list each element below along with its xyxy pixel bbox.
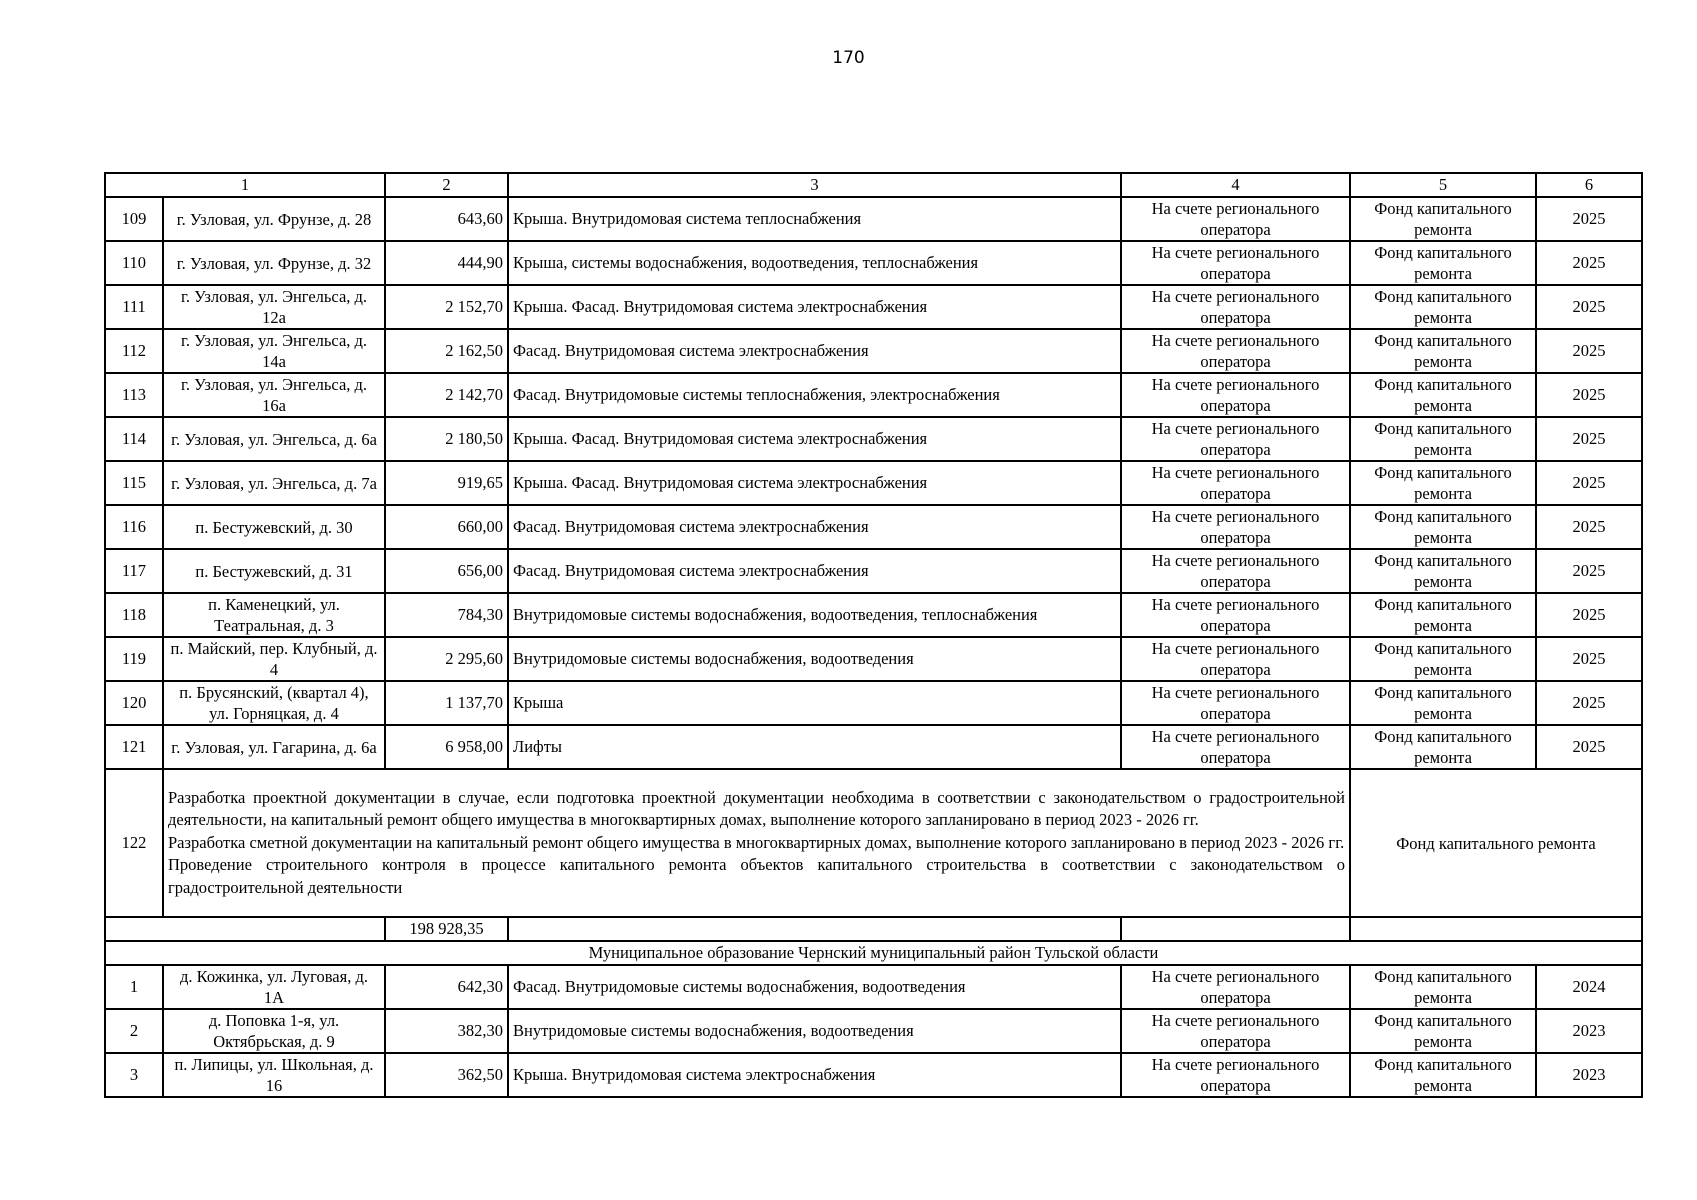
address-cell: г. Узловая, ул. Энгельса, д. 16а xyxy=(163,373,385,417)
funding-source-cell: Фонд капитального ремонта xyxy=(1350,417,1536,461)
cost-cell: 2 162,50 xyxy=(385,329,508,373)
table-row xyxy=(105,241,1642,285)
header-col-6: 6 xyxy=(1536,173,1642,197)
funding-source-cell: Фонд капитального ремонта xyxy=(1350,637,1536,681)
table-row xyxy=(105,329,1642,373)
works-cell: Крыша. Внутридомовая система электроснабжения xyxy=(508,1053,1121,1097)
note-paragraph-2: Разработка сметной документации на капитальный ремонт общего имущества в многоквартирных домах, выполнение которого запланировано в период 2023 - 2026 гг. xyxy=(168,832,1345,852)
account-cell: На счете регионального оператора xyxy=(1121,725,1350,769)
address-cell: п. Бестужевский, д. 31 xyxy=(163,549,385,593)
note-paragraph-3: Проведение строительного контроля в процессе капитального ремонта объектов капитального строительства в соответствии с законодательством о градостроительной деятельности xyxy=(168,855,1345,897)
year-cell: 2025 xyxy=(1536,417,1642,461)
cost-cell: 660,00 xyxy=(385,505,508,549)
works-cell: Крыша, системы водоснабжения, водоотведения, теплоснабжения xyxy=(508,241,1121,285)
cost-cell: 444,90 xyxy=(385,241,508,285)
account-cell: На счете регионального оператора xyxy=(1121,417,1350,461)
row-number: 1 xyxy=(105,965,163,1009)
funding-source-cell: Фонд капитального ремонта xyxy=(1350,593,1536,637)
works-cell: Внутридомовые системы водоснабжения, водоотведения xyxy=(508,637,1121,681)
account-cell: На счете регионального оператора xyxy=(1121,965,1350,1009)
works-cell: Крыша. Фасад. Внутридомовая система электроснабжения xyxy=(508,417,1121,461)
table-row xyxy=(105,197,1642,241)
cost-cell: 784,30 xyxy=(385,593,508,637)
table-row xyxy=(105,549,1642,593)
note-paragraph-1: Разработка проектной документации в случае, если подготовка проектной документации необходима в соответствии с законодательством о градостроительной деятельности, на капитальный ремонт общего имущества в многоквартирных домах, выполнение которого запланировано в период 2023 - 2026 гг. xyxy=(168,787,1345,830)
works-cell: Фасад. Внутридомовая система электроснабжения xyxy=(508,505,1121,549)
row-number: 110 xyxy=(105,241,163,285)
cost-cell: 919,65 xyxy=(385,461,508,505)
header-row xyxy=(105,173,1642,197)
year-cell: 2025 xyxy=(1536,637,1642,681)
table-row xyxy=(105,373,1642,417)
row-number: 119 xyxy=(105,637,163,681)
year-cell: 2025 xyxy=(1536,241,1642,285)
address-cell: г. Узловая, ул. Гагарина, д. 6а xyxy=(163,725,385,769)
account-cell: На счете регионального оператора xyxy=(1121,285,1350,329)
address-cell: г. Узловая, ул. Фрунзе, д. 32 xyxy=(163,241,385,285)
funding-source-cell: Фонд капитального ремонта xyxy=(1350,769,1642,917)
year-cell: 2024 xyxy=(1536,965,1642,1009)
funding-source-cell: Фонд капитального ремонта xyxy=(1350,329,1536,373)
year-cell: 2025 xyxy=(1536,725,1642,769)
row-number: 3 xyxy=(105,1053,163,1097)
cost-cell: 2 142,70 xyxy=(385,373,508,417)
year-cell: 2025 xyxy=(1536,373,1642,417)
header-col-5: 5 xyxy=(1350,173,1536,197)
table-row xyxy=(105,725,1642,769)
cost-cell: 6 958,00 xyxy=(385,725,508,769)
cost-cell: 382,30 xyxy=(385,1009,508,1053)
funding-source-cell: Фонд капитального ремонта xyxy=(1350,505,1536,549)
row-number: 121 xyxy=(105,725,163,769)
year-cell: 2023 xyxy=(1536,1053,1642,1097)
funding-source-cell: Фонд капитального ремонта xyxy=(1350,285,1536,329)
works-cell: Крыша. Внутридомовая система теплоснабжения xyxy=(508,197,1121,241)
funding-source-cell: Фонд капитального ремонта xyxy=(1350,549,1536,593)
row-number: 118 xyxy=(105,593,163,637)
account-cell: На счете регионального оператора xyxy=(1121,637,1350,681)
row-number: 115 xyxy=(105,461,163,505)
row-number: 120 xyxy=(105,681,163,725)
header-col-3: 3 xyxy=(508,173,1121,197)
cost-cell: 643,60 xyxy=(385,197,508,241)
address-cell: п. Майский, пер. Клубный, д. 4 xyxy=(163,637,385,681)
account-cell: На счете регионального оператора xyxy=(1121,373,1350,417)
cost-cell: 2 152,70 xyxy=(385,285,508,329)
row-number: 111 xyxy=(105,285,163,329)
row-number: 109 xyxy=(105,197,163,241)
account-cell: На счете регионального оператора xyxy=(1121,593,1350,637)
funding-source-cell: Фонд капитального ремонта xyxy=(1350,1053,1536,1097)
funding-source-cell: Фонд капитального ремонта xyxy=(1350,681,1536,725)
year-cell: 2023 xyxy=(1536,1009,1642,1053)
page-number: 170 xyxy=(832,48,865,68)
subtotal-row xyxy=(105,917,1642,941)
year-cell: 2025 xyxy=(1536,285,1642,329)
account-cell: На счете регионального оператора xyxy=(1121,461,1350,505)
design-documentation-text xyxy=(163,769,1350,917)
account-cell: На счете регионального оператора xyxy=(1121,505,1350,549)
funding-source-cell: Фонд капитального ремонта xyxy=(1350,241,1536,285)
year-cell: 2025 xyxy=(1536,329,1642,373)
address-cell: г. Узловая, ул. Энгельса, д. 14а xyxy=(163,329,385,373)
design-documentation-row xyxy=(105,769,1642,917)
row-number: 2 xyxy=(105,1009,163,1053)
capital-repair-table xyxy=(104,172,1643,1098)
cost-cell: 2 295,60 xyxy=(385,637,508,681)
address-cell: г. Узловая, ул. Энгельса, д. 7а xyxy=(163,461,385,505)
funding-source-cell: Фонд капитального ремонта xyxy=(1350,373,1536,417)
table-row xyxy=(105,461,1642,505)
works-cell: Крыша. Фасад. Внутридомовая система электроснабжения xyxy=(508,461,1121,505)
works-cell: Крыша. Фасад. Внутридомовая система электроснабжения xyxy=(508,285,1121,329)
works-cell: Фасад. Внутридомовые системы теплоснабжения, электроснабжения xyxy=(508,373,1121,417)
works-cell: Внутридомовые системы водоснабжения, водоотведения, теплоснабжения xyxy=(508,593,1121,637)
header-col-4: 4 xyxy=(1121,173,1350,197)
account-cell: На счете регионального оператора xyxy=(1121,329,1350,373)
row-number: 117 xyxy=(105,549,163,593)
table-row xyxy=(105,637,1642,681)
year-cell: 2025 xyxy=(1536,461,1642,505)
table-row xyxy=(105,1009,1642,1053)
section-header-row xyxy=(105,941,1642,965)
table-row xyxy=(105,285,1642,329)
address-cell: п. Липицы, ул. Школьная, д. 16 xyxy=(163,1053,385,1097)
row-number: 116 xyxy=(105,505,163,549)
table-row xyxy=(105,417,1642,461)
funding-source-cell: Фонд капитального ремонта xyxy=(1350,1009,1536,1053)
address-cell: г. Узловая, ул. Энгельса, д. 6а xyxy=(163,417,385,461)
subtotal-label-cell xyxy=(105,917,385,941)
year-cell: 2025 xyxy=(1536,197,1642,241)
address-cell: д. Поповка 1-я, ул. Октябрьская, д. 9 xyxy=(163,1009,385,1053)
account-cell: На счете регионального оператора xyxy=(1121,241,1350,285)
address-cell: п. Брусянский, (квартал 4), ул. Горняцкая, д. 4 xyxy=(163,681,385,725)
account-cell: На счете регионального оператора xyxy=(1121,197,1350,241)
row-number: 122 xyxy=(105,769,163,917)
year-cell: 2025 xyxy=(1536,549,1642,593)
table-row xyxy=(105,1053,1642,1097)
table-row xyxy=(105,681,1642,725)
empty-cell xyxy=(508,917,1121,941)
subtotal-value: 198 928,35 xyxy=(385,917,508,941)
header-col-2: 2 xyxy=(385,173,508,197)
header-col-1: 1 xyxy=(105,173,385,197)
cost-cell: 1 137,70 xyxy=(385,681,508,725)
table-row xyxy=(105,505,1642,549)
works-cell: Крыша xyxy=(508,681,1121,725)
row-number: 112 xyxy=(105,329,163,373)
empty-cell xyxy=(1350,917,1642,941)
funding-source-cell: Фонд капитального ремонта xyxy=(1350,197,1536,241)
funding-source-cell: Фонд капитального ремонта xyxy=(1350,965,1536,1009)
funding-source-cell: Фонд капитального ремонта xyxy=(1350,725,1536,769)
account-cell: На счете регионального оператора xyxy=(1121,549,1350,593)
works-cell: Фасад. Внутридомовая система электроснабжения xyxy=(508,549,1121,593)
table-row xyxy=(105,593,1642,637)
row-number: 114 xyxy=(105,417,163,461)
empty-cell xyxy=(1121,917,1350,941)
address-cell: п. Бестужевский, д. 30 xyxy=(163,505,385,549)
year-cell: 2025 xyxy=(1536,505,1642,549)
works-cell: Фасад. Внутридомовые системы водоснабжения, водоотведения xyxy=(508,965,1121,1009)
works-cell: Внутридомовые системы водоснабжения, водоотведения xyxy=(508,1009,1121,1053)
table-row xyxy=(105,965,1642,1009)
year-cell: 2025 xyxy=(1536,681,1642,725)
address-cell: г. Узловая, ул. Фрунзе, д. 28 xyxy=(163,197,385,241)
section-title: Муниципальное образование Чернский муниципальный район Тульской области xyxy=(105,941,1642,965)
address-cell: п. Каменецкий, ул. Театральная, д. 3 xyxy=(163,593,385,637)
address-cell: г. Узловая, ул. Энгельса, д. 12а xyxy=(163,285,385,329)
cost-cell: 362,50 xyxy=(385,1053,508,1097)
works-cell: Лифты xyxy=(508,725,1121,769)
address-cell: д. Кожинка, ул. Луговая, д. 1А xyxy=(163,965,385,1009)
funding-source-cell: Фонд капитального ремонта xyxy=(1350,461,1536,505)
cost-cell: 2 180,50 xyxy=(385,417,508,461)
account-cell: На счете регионального оператора xyxy=(1121,1009,1350,1053)
row-number: 113 xyxy=(105,373,163,417)
cost-cell: 642,30 xyxy=(385,965,508,1009)
cost-cell: 656,00 xyxy=(385,549,508,593)
account-cell: На счете регионального оператора xyxy=(1121,681,1350,725)
account-cell: На счете регионального оператора xyxy=(1121,1053,1350,1097)
year-cell: 2025 xyxy=(1536,593,1642,637)
works-cell: Фасад. Внутридомовая система электроснабжения xyxy=(508,329,1121,373)
